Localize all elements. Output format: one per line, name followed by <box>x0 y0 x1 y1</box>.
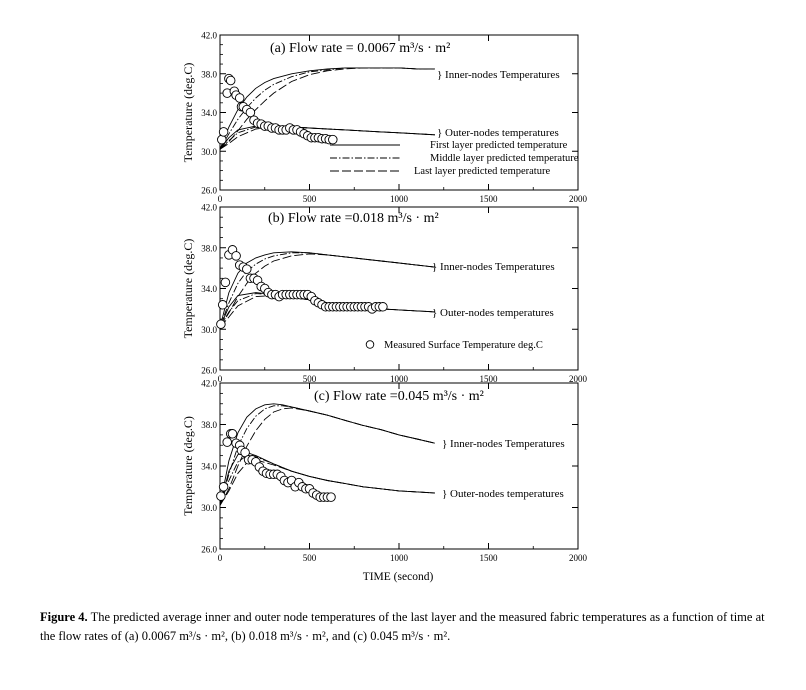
measured-point <box>221 278 230 287</box>
x-tick-label: 0 <box>217 374 223 384</box>
outer-nodes-label: } Outer-nodes temperatures <box>432 307 554 319</box>
chart-panel-2 <box>181 203 588 385</box>
measured-point <box>329 135 338 144</box>
y-tick-label: 26.0 <box>201 185 217 196</box>
caption-text: The predicted average inner and outer node temperatures of the last layer and the measured fabric temperatures as a function of time at the flow rates of (a) 0.0067 m³/s · m², (b) 0.018 m³/s · m², and (c) 0.045 m³/s · m². <box>40 610 765 643</box>
legend-label: First layer predicted temperature <box>430 140 568 151</box>
x-axis-label: TIME (second) <box>362 571 434 583</box>
y-tick-label: 38.0 <box>201 69 217 80</box>
x-tick-label: 1000 <box>390 194 408 204</box>
x-tick-label: 500 <box>302 194 317 204</box>
y-tick-label: 42.0 <box>201 378 217 389</box>
y-axis-label: Temperature (deg.C) <box>181 238 195 339</box>
y-tick-label: 34.0 <box>201 108 217 118</box>
chart-panel-1 <box>181 31 588 205</box>
series-line-inner-longdash <box>220 254 435 327</box>
measured-point <box>218 135 227 144</box>
measured-point <box>232 252 241 261</box>
y-tick-label: 42.0 <box>201 202 217 213</box>
measured-point <box>223 438 232 447</box>
outer-nodes-label: } Outer-nodes temperatures <box>437 127 559 139</box>
legend-label: Last layer predicted temperature <box>414 166 551 177</box>
y-axis-label: Temperature (deg.C) <box>181 416 195 516</box>
plot-frame <box>220 383 578 549</box>
measured-point <box>219 483 228 492</box>
outer-nodes-label: } Outer-nodes temperatures <box>442 488 564 500</box>
caption-label: Figure 4. <box>40 610 88 624</box>
y-axis-label: Temperature (deg.C) <box>181 62 195 163</box>
legend-label: Middle layer predicted temperature <box>430 153 579 164</box>
y-tick-label: 38.0 <box>201 243 217 254</box>
x-tick-label: 1500 <box>479 374 498 384</box>
measured-point <box>228 430 237 439</box>
x-tick-label: 1500 <box>479 553 498 563</box>
chart-panel-3 <box>181 379 588 564</box>
measured-point <box>327 493 336 502</box>
x-tick-label: 1000 <box>390 374 408 384</box>
figure-caption <box>40 608 780 646</box>
measured-point <box>235 94 244 103</box>
series-line-outer-longdash <box>220 296 435 328</box>
y-tick-label: 34.0 <box>201 461 217 472</box>
y-tick-label: 30.0 <box>201 324 217 335</box>
x-tick-label: 500 <box>302 374 317 384</box>
inner-nodes-label: } Inner-nodes Temperatures <box>442 438 565 450</box>
measured-point <box>243 265 252 274</box>
legend <box>330 140 579 177</box>
x-tick-label: 2000 <box>569 194 587 204</box>
legend-label: Measured Surface Temperature deg.C <box>384 340 543 351</box>
y-tick-label: 30.0 <box>201 146 217 157</box>
measured-point <box>226 76 235 85</box>
measured-point <box>218 301 227 310</box>
y-tick-label: 30.0 <box>201 503 217 513</box>
x-tick-label: 0 <box>217 194 223 204</box>
y-tick-label: 26.0 <box>201 544 217 555</box>
measured-point <box>219 128 228 137</box>
panel-title: (c) Flow rate =0.045 m³/s · m² <box>314 389 484 404</box>
inner-nodes-label: } Inner-nodes Temperatures <box>432 261 555 273</box>
panel-title: (a) Flow rate = 0.0067 m³/s · m² <box>270 41 451 56</box>
inner-nodes-label: } Inner-nodes Temperatures <box>437 69 560 81</box>
y-tick-label: 38.0 <box>201 420 217 430</box>
measured-point <box>217 492 226 501</box>
legend-marker <box>366 341 374 349</box>
measured-point <box>217 320 226 329</box>
x-tick-label: 0 <box>217 553 223 563</box>
y-tick-label: 34.0 <box>201 284 217 294</box>
x-tick-label: 2000 <box>569 553 587 563</box>
x-tick-label: 2000 <box>569 374 587 384</box>
legend <box>366 340 543 351</box>
series-line-inner-dashdot <box>220 253 435 327</box>
measured-point <box>379 303 388 312</box>
x-tick-label: 500 <box>302 553 317 563</box>
y-tick-label: 42.0 <box>201 30 217 41</box>
x-tick-label: 1000 <box>390 553 408 563</box>
x-tick-label: 1500 <box>479 194 498 204</box>
panel-title: (b) Flow rate =0.018 m³/s · m² <box>268 211 439 226</box>
y-tick-label: 26.0 <box>201 365 217 376</box>
